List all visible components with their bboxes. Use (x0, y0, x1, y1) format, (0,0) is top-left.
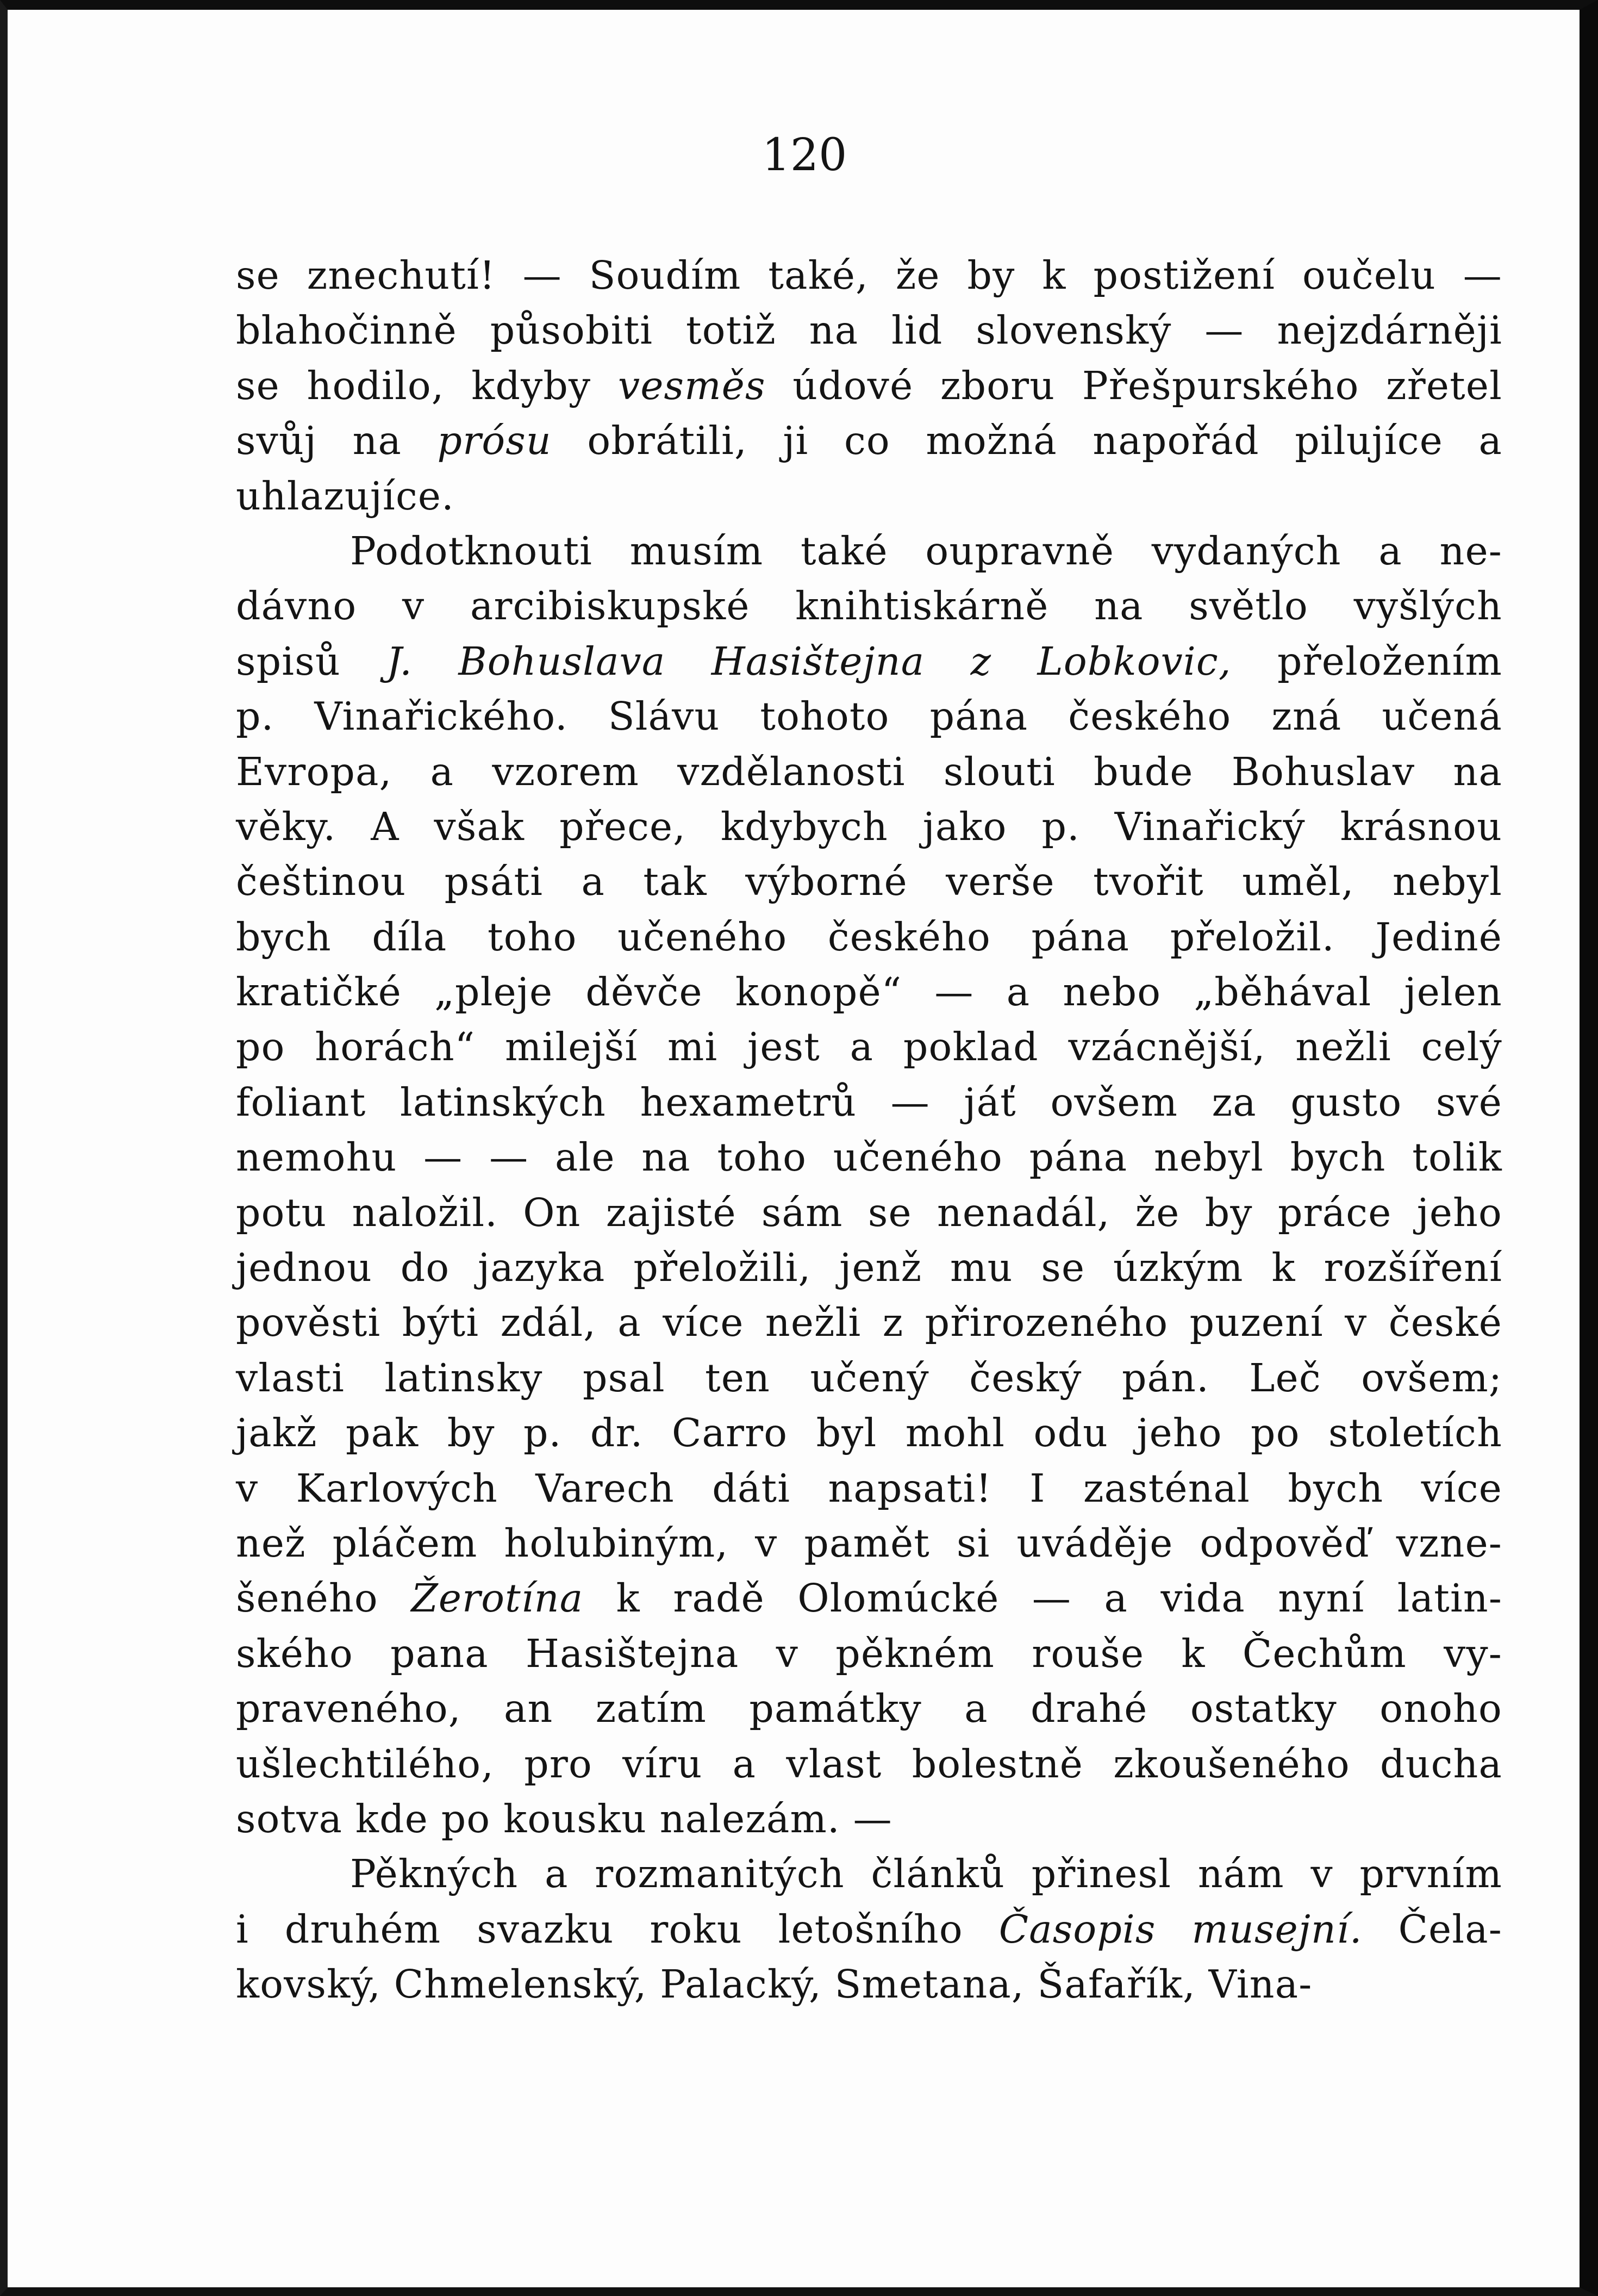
text-segment: k radě Olomúcké — a vida nyní latin- (583, 1576, 1503, 1621)
text-line (236, 854, 1502, 909)
text-line (236, 1957, 1502, 2012)
text-segment: se hodilo, kdyby (236, 363, 619, 408)
text-segment: vlasti latinsky psal ten učený český pán. Leč ovšem; (236, 1355, 1502, 1401)
text-line (236, 1791, 1502, 1846)
text-segment: ušlechtilého, pro víru a vlast bolestně zkoušeného ducha (236, 1741, 1502, 1787)
italic-text: Časopis musejní. (998, 1906, 1363, 1952)
text-line (236, 248, 1502, 303)
text-line (236, 799, 1502, 854)
text-segment: p. Vinařického. Slávu tohoto pána českého zná učená (236, 694, 1502, 739)
italic-text: Žerotína (411, 1576, 584, 1621)
text-segment: kratičké „pleje děvče konopě“ — a nebo „běhával jelen (236, 969, 1502, 1015)
text-line (236, 689, 1502, 744)
italic-text: vesměs (618, 363, 766, 408)
text-line (236, 1737, 1502, 1791)
text-segment: jednou do jazyka přeložili, jenž mu se úzkým k rozšíření (236, 1245, 1502, 1291)
text-segment: i druhém svazku roku letošního (236, 1906, 999, 1952)
text-line (236, 1846, 1502, 1901)
text-line (236, 524, 1502, 578)
text-line (236, 1185, 1502, 1240)
text-segment: údové zboru Přešpurského zřetel (765, 363, 1502, 408)
text-segment: Pěkných a rozmanitých článků přinesl nám v prvním (350, 1851, 1502, 1897)
text-line (236, 1405, 1502, 1460)
text-segment: přeložením (1231, 638, 1502, 684)
text-segment: nemohu — — ale na toho učeného pána nebyl bych tolik (236, 1135, 1502, 1180)
text-line (236, 965, 1502, 1019)
text-line (236, 1240, 1502, 1295)
text-segment: pověsti býti zdál, a více nežli z přirozeného puzení v české (236, 1300, 1502, 1346)
text-line (236, 1516, 1502, 1571)
text-segment: než pláčem holubiným, v pamět si uváděje odpověď vzne- (236, 1520, 1502, 1566)
text-segment: šeného (236, 1576, 411, 1621)
page-number: 120 (761, 129, 847, 181)
text-segment: obrátili, ji co možná napořád pilujíce a (551, 418, 1502, 464)
text-segment: v Karlových Varech dáti napsati! I zasténal bych více (236, 1465, 1502, 1511)
text-segment: blahočinně působiti totiž na lid slovenský — nejzdárněji (236, 308, 1502, 353)
text-segment: Evropa, a vzorem vzdělanosti slouti bude Bohuslav na (236, 749, 1502, 794)
text-line (236, 1681, 1502, 1736)
body-text (236, 248, 1502, 2012)
text-segment: spisů (236, 638, 387, 684)
text-line (236, 744, 1502, 799)
text-line (236, 1461, 1502, 1516)
italic-text: J. Bohuslava Hasištejna z Lobkovic, (386, 638, 1232, 684)
text-segment: se znechutí! — Soudím také, že by k postižení oučelu — (236, 253, 1502, 298)
text-line (236, 1571, 1502, 1626)
text-line (236, 303, 1502, 358)
text-line (236, 1902, 1502, 1957)
text-segment: ského pana Hasištejna v pěkném rouše k Čechům vy- (236, 1631, 1502, 1676)
text-segment: češtinou psáti a tak výborné verše tvořit uměl, nebyl (236, 859, 1502, 905)
text-line (236, 1130, 1502, 1185)
text-line (236, 1295, 1502, 1350)
text-segment: potu naložil. On zajisté sám se nenadál, že by práce jeho (236, 1190, 1502, 1235)
text-line (236, 413, 1502, 468)
text-segment: bych díla toho učeného českého pána přeložil. Jediné (236, 914, 1502, 960)
text-segment: svůj na (236, 418, 438, 464)
text-segment: kovský, Chmelenský, Palacký, Smetana, Šafařík, Vina- (236, 1962, 1313, 2007)
text-segment: uhlazujíce. (236, 473, 454, 519)
text-segment: sotva kde po kousku nalezám. — (236, 1796, 892, 1841)
text-segment: praveného, an zatím památky a drahé ostatky onoho (236, 1686, 1502, 1732)
text-segment: dávno v arcibiskupské knihtiskárně na světlo vyšlých (236, 583, 1502, 629)
text-line (236, 469, 1502, 524)
text-line (236, 358, 1502, 413)
text-line (236, 1626, 1502, 1681)
text-segment: Podotknouti musím také oupravně vydaných a ne- (350, 528, 1502, 574)
text-segment: jakž pak by p. dr. Carro byl mohl odu jeho po stoletích (236, 1410, 1502, 1456)
text-line (236, 1351, 1502, 1405)
text-line (236, 578, 1502, 633)
text-segment: věky. A však přece, kdybych jako p. Vinařický krásnou (236, 804, 1502, 849)
text-segment: po horách“ milejší mi jest a poklad vzácnější, nežli celý (236, 1024, 1502, 1070)
text-line (236, 910, 1502, 965)
text-line (236, 1019, 1502, 1074)
text-line (236, 634, 1502, 689)
text-line (236, 1075, 1502, 1130)
italic-text: prósu (437, 418, 552, 464)
text-segment: foliant latinských hexametrů — jáť ovšem za gusto své (236, 1079, 1502, 1125)
text-segment: Čela- (1362, 1906, 1502, 1952)
